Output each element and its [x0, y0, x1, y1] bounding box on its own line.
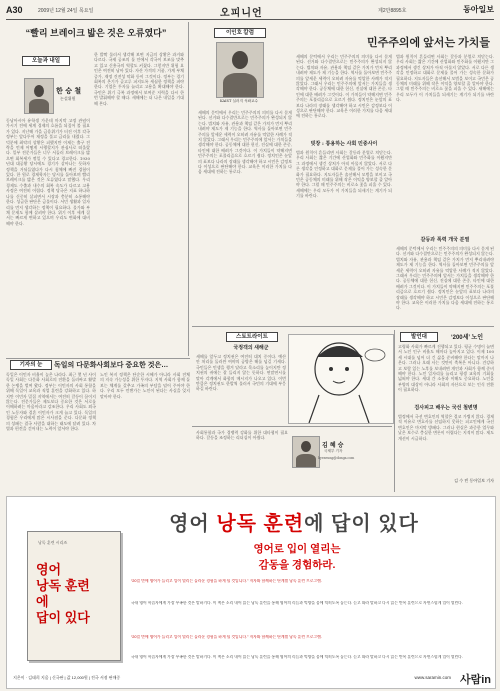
reporter-email: hyeseung@donga.com	[318, 456, 355, 460]
reporter-title: 국제부 기자	[324, 449, 343, 453]
column-title: 독일의 다문화사회보다 중요한 것은…	[54, 362, 169, 369]
column-body-top: 새해의 문턱에서 우리는 민주주의의 의미를 다시 묻게 된다. 선거와 다수결만으로는 민주주의가 완성되지 않는다. 법치와 자유, 관용과 책임 같은 가치가 먼저 뿌리내려야 제도가 제 기능을 한다. 역사를 돌아보면 민주주의를 앞세운 세력이 오히려 자유를 억압한 사례가 적지 않았다. 그래서 우리는 민주주의에 앞서는 가치들을 생각해야 한다. 공동체에 대한 헌신, 진실에 대한 존중, 타인에 대한 배려가 그것이다. 이 가치들이 약해지면 민주주의는 포퓰리즘으로 흐르기 쉽다. 정치인은 눈앞의 표보다 나라의 장래를 생각해야 하고 시민은 감정보다 이성으로 판단해야 한다. 교육은 이러한 가치를 다음 세대에 전하는 통로다.	[296, 54, 392, 119]
book-title-line: 답이 있다	[36, 610, 90, 625]
divider	[192, 326, 494, 327]
author-title: 논설위원	[60, 96, 76, 101]
column-body-continued: 법정에서 국선 변호인의 역할은 결코 가볍지 않다. 경제적 이유로 변호사를 선임하지 못하는 피고인에게 국선 변호인은 마지막 방패다. 그러나 현실은 과중한 업무와 낮은 보수로 충실한 변론이 어렵다는 지적이 많다. 제도 개선이 시급하다.	[398, 414, 494, 441]
publisher-logo: 사람in	[459, 674, 491, 686]
book-cover[interactable]	[27, 531, 121, 661]
book-title-line: 낭독 훈련	[36, 578, 90, 593]
column-label: 발언대	[400, 332, 438, 342]
column-body: 새해의 문턱에서 우리는 민주주의의 의미를 다시 묻게 된다. 선거와 다수결만으로는 민주주의가 완성되지 않는다. 법치와 자유, 관용과 책임 같은 가치가 먼저 뿌리내려야 제도가 제 기능을 한다. 역사를 돌아보면 민주주의를 앞세운 세력이 오히려 자유를 억압한 사례가 적지 않았다. 그래서 우리는 민주주의에 앞서는 가치들을 생각해야 한다. 공동체에 대한 헌신, 진실에 대한 존중, 타인에 대한 배려가 그것이다. 이 가치들이 약해지면 민주주의는 포퓰리즘으로 흐르기 쉽다. 정치인은 눈앞의 표보다 나라의 장래를 생각해야 하고 시민은 감정보다 이성으로 판단해야 한다. 교육은 이러한 가치를 다음 세대에 전하는 통로다.	[198, 110, 292, 175]
masthead	[6, 2, 494, 18]
cartoon-text: 새해를 앞두고 정치권은 여전히 대치 중이다. 예산안 처리를 둘러싼 여야의 공방은 해를 넘길 기세다. 국민들은 민생을 챙겨 달라고 목소리를 높이지만 정치권의 귀에는 잘 들리지 않는 듯하다. 연말연시를 맞아 각계에서 화합의 메시지가 나오고 있다. 이번만큼은 정치권도 한발씩 물러서 국민의 기대에 부응하길 바란다.	[196, 354, 286, 392]
cartoon-image	[288, 334, 394, 424]
column-label: 오늘과 내일	[22, 56, 70, 66]
issue-number: 제2만8895호	[378, 8, 407, 14]
cartoon-label: 스토트라이트	[226, 332, 278, 342]
column-body-continued: 법과 원칙이 흔들리면 사회는 갈등과 분열로 치닫는다. 우리 사회는 짧은 기간에 산업화와 민주화를 이뤘지만 그 과정에서 생긴 상처가 아직 아물지 않았다. 서로 다른 생각을 인정하고 대화로 문제를 풀어 가는 성숙한 문화가 필요하다. 지도자들은 솔선해서 모범을 보이고 국민은 공동체의 미래를 위해 작은 이익을 양보할 줄 알아야 한다. 그럴 때 민주주의는 비로소 꽃을 피울 수 있다. 새해에는 우리 모두가 이 가치들을 되새기는 계기가 되기를 바란다.	[296, 150, 392, 199]
page-number: A30	[6, 5, 23, 15]
column-body-continued: 한 발짝 물러서 생각해 보면 지금의 상황은 과거와 다르다. 국제 공조의 틀 안에서 각국이 보조를 맞추고 있고 신흥국의 역할도 커졌다. 그렇지만 위험 요인은 여전히 남아 있다. 자산 가격의 거품, 가계 부채 증가, 재정 건전성 악화 등이 그것이다. 정부는 경기 회복의 온기가 골고루 퍼지도록 세심한 정책을 펴야 한다. 기업은 투자를 늘리고 고용을 확대해야 한다. 국민은 위기 극복 과정에서 보여준 저력을 다시 한 번 발휘해야 할 때다. 새해에는 더 나은 내일을 기대해 본다.	[94, 52, 184, 106]
column-subhead: 갈등과 폭력 개국 분열	[420, 237, 470, 243]
ad-subheadline: 감동을 경험하라.	[258, 559, 336, 571]
divider	[6, 358, 190, 359]
column-body: 고령화 사회가 빠르게 진행되고 있다. 평균 수명이 늘면서 노인 인구 비율도 해마다 높아지고 있다. 이제 100세 시대를 넘어 더 긴 삶을 준비해야 한다는 말까지 나온다. 그러나 오래 사는 것만이 축복은 아니다. 건강하고 보람 있는 노후를 보내려면 개인과 사회가 함께 준비해야 한다. 노인 일자리를 늘리고 평생 교육의 기회를 넓혀야 한다. 세대 간 소통과 이해도 중요하다. 노인을 부양의 대상이 아니라 사회의 자산으로 보는 인식 전환이 필요하다.	[398, 344, 494, 393]
column-headline: 민주주의에 앞서는 가치들	[367, 37, 490, 49]
column-byline: 김 수 빈 동아일보 기자	[454, 478, 494, 483]
column-subhead: 검사피고 배우는 국선 철변명	[414, 405, 478, 411]
author-photo	[24, 78, 54, 114]
advertisement[interactable]	[6, 496, 496, 689]
divider	[188, 22, 189, 356]
ad-highlight-text: “20일 만에 영어가 들리고 입이 열리는 놀라운 경험을 하게 될 것입니다.” 저자와 함께하는 단계별 낭독 훈련 프로그램.	[131, 635, 322, 639]
column-title: ‘200세’ 노인	[450, 335, 484, 341]
column-body: 동남아시아 유학생 가운데 마지막 고정 관념이 가시기 전에 세계 경제의 흐름을 되짚어 볼 필요가 있다. 지난해 가을 금융위기가 터진 이후 각국 정부는 앞다투어 재정을 풀고 금리를 내렸다. 그 덕분에 최악의 상황은 피했지만 이제는 출구 전략을 언제 어떻게 시행할지가 관심사로 떠올랐다. 일부 전문가들은 너무 서둘러 브레이크를 밟으면 회복세가 꺾일 수 있다고 경고한다. 1930년대 대공황 당시에도 경기가 살아나는 듯하자 정책을 거둬들였다가 다시 침체에 빠진 경험이 있다. 한 원로 경제학자는 당시를 돌아보며 빨리 브레이크를 밟은 것은 오류였다고 말했다. 우리 경제도 수출과 내수의 회복 속도가 다르고 고용 사정은 여전히 어렵다. 정책 당국은 지표 하나하나를 신중히 살피면서 시장과 충분히 소통해야 한다. 성급한 판단은 금물이다. 서민 생활과 일자리를 먼저 생각하는 정책이 필요하다. 물가와 부채 문제도 함께 살펴야 한다. 위기 이후 세계 질서는 빠르게 변하고 있으며 우리도 변화에 대비해야 한다.	[6, 118, 90, 226]
book-tag: 낭독 훈련 시리즈	[38, 540, 68, 545]
author-photo	[216, 42, 264, 98]
book-title-line: 영어	[36, 562, 62, 577]
ad-body-text: 국내 영어 학습자에게 가장 부족한 것은 말하기다. 이 책은 소리 내어 읽는 낭독 훈련을 통해 영어의 리듬과 억양을 몸에 익히도록 돕는다. 듣고 따라 말하고 다시 읽는 반복 훈련으로 자연스럽게 입이 열린다.	[131, 655, 463, 659]
paper-name: 동아일보	[463, 5, 494, 14]
divider	[192, 426, 392, 427]
masthead-rule	[6, 19, 494, 20]
cartoon-title: 국정객의 새해군	[233, 345, 269, 351]
ad-headline: 영어 낭독 훈련에 답이 있다	[169, 513, 419, 535]
divider	[394, 330, 395, 492]
section-title: 오피니언	[220, 8, 263, 19]
book-title-line: 에	[36, 594, 49, 609]
column-subhead: 빗장 : 통용하는 사회 민중사이	[310, 141, 378, 147]
column-quote: “빨리 브레이크 밟은 것은 오류였다”	[25, 28, 167, 38]
column-body: 독일은 이민자 비율이 높은 나라다. 최근 몇 년 사이 독일 사회는 다문화 사회로의 전환을 둘러싸고 활발한 논쟁을 벌여 왔다. 정부는 이민자의 사회 통합을 위해 독일어 교육과 직업 훈련을 강화하고 있다. 하지만 이민자 밀집 지역에서는 여전히 갈등이 끊이지 않는다. 전문가들은 제도보다 중요한 것은 서로를 이해하려는 마음이라고 강조한다. 우리 사회도 외국인 노동자와 결혼 이민자가 크게 늘고 있다. 독일의 경험은 우리에게 많은 시사점을 준다. 다문화 정책의 성패는 결국 사람을 대하는 태도에 달려 있다. 차별과 편견을 걷어내는 노력이 앞서야 한다.	[6, 372, 96, 432]
reporter-photo	[292, 436, 320, 468]
issue-date: 2009년 12월 24일 목요일	[38, 8, 94, 14]
reporter-name: 김 혜 승	[322, 442, 344, 449]
cartoon-text-continued: 사회통합과 국가 경쟁력 강화를 위한 대타협이 필요하다. 갈등을 조정하는 리더십이 아쉽다.	[196, 430, 288, 441]
author-name: 한 승 철	[56, 86, 82, 95]
column-label: 기자의 눈	[10, 360, 52, 370]
column-body-end: 새해의 문턱에서 우리는 민주주의의 의미를 다시 묻게 된다. 선거와 다수결만으로는 민주주의가 완성되지 않는다. 법치와 자유, 관용과 책임 같은 가치가 먼저 뿌리내려야 제도가 제 기능을 한다. 역사를 돌아보면 민주주의를 앞세운 세력이 오히려 자유를 억압한 사례가 적지 않았다. 그래서 우리는 민주주의에 앞서는 가치들을 생각해야 한다. 공동체에 대한 헌신, 진실에 대한 존중, 타인에 대한 배려가 그것이다. 이 가치들이 약해지면 민주주의는 포퓰리즘으로 흐르기 쉽다. 정치인은 눈앞의 표보다 나라의 장래를 생각해야 하고 시민은 감정보다 이성으로 판단해야 한다. 교육은 이러한 가치를 다음 세대에 전하는 통로다.	[396, 246, 494, 311]
ad-body-text: 국내 영어 학습자에게 가장 부족한 것은 말하기다. 이 책은 소리 내어 읽는 낭독 훈련을 통해 영어의 리듬과 억양을 몸에 익히도록 돕는다. 듣고 따라 말하고 다시 읽는 반복 훈련으로 자연스럽게 입이 열린다.	[131, 601, 463, 605]
ad-url[interactable]: www.saramin.com	[414, 675, 451, 680]
ad-highlight-text: “20일 만에 영어가 들리고 입이 열리는 놀라운 경험을 하게 될 것입니다.” 저자와 함께하는 단계별 낭독 훈련 프로그램.	[131, 579, 322, 583]
ad-subheadline: 영어로 입이 열리는	[253, 543, 341, 555]
ad-footer: 지은이 · 김태희 지음 | 신국판 | 값 12,000원 | 전국 서점 판매중	[13, 675, 121, 680]
column-body-right: 법과 원칙이 흔들리면 사회는 갈등과 분열로 치닫는다. 우리 사회는 짧은 기간에 산업화와 민주화를 이뤘지만 그 과정에서 생긴 상처가 아직 아물지 않았다. 서로 다른 생각을 인정하고 대화로 문제를 풀어 가는 성숙한 문화가 필요하다. 지도자들은 솔선해서 모범을 보이고 국민은 공동체의 미래를 위해 작은 이익을 양보할 줄 알아야 한다. 그럴 때 민주주의는 비로소 꽃을 피울 수 있다. 새해에는 우리 모두가 이 가치들을 되새기는 계기가 되기를 바란다.	[396, 54, 494, 103]
column-label: 이인호 칼럼	[214, 28, 266, 38]
author-caption: KAIST 실러지 석좌교수	[220, 99, 258, 103]
column-body-continued: 노인 복지 정책은 단순한 시혜가 아니라 사회 전체의 지속 가능성을 위한 투자다. 지역 사회가 함께 돌보는 체계를 갖추고 가족의 부담을 덜어 주어야 한다. 우리 모두 언젠가는 노인이 된다는 사실을 잊지 말아야 한다.	[100, 372, 190, 399]
